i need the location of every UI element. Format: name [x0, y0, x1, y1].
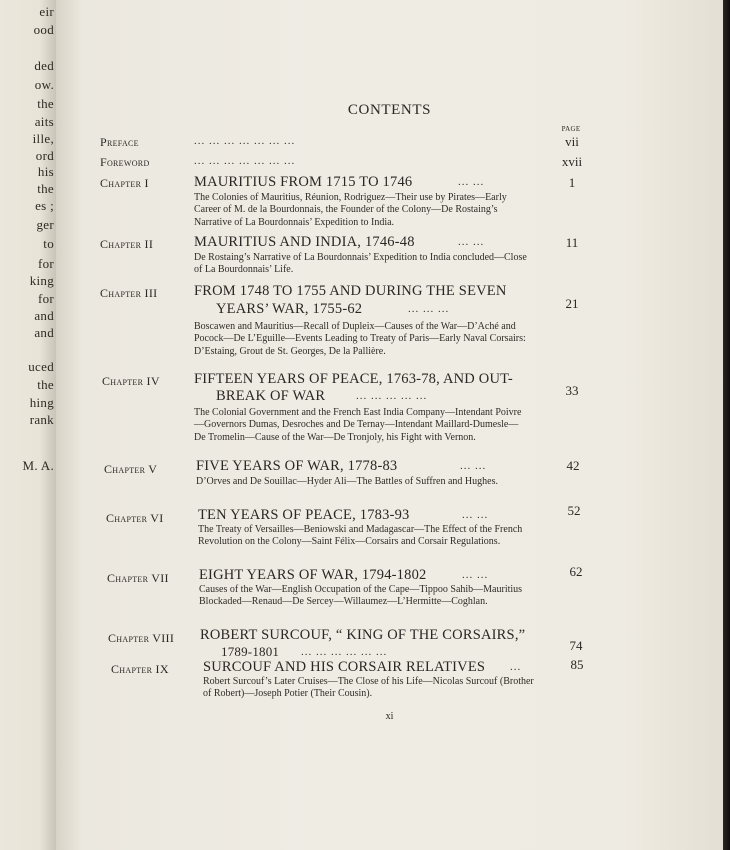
left-page-fragment: king [29, 273, 54, 288]
left-page-fragment: the [37, 377, 54, 392]
chapter-title: SURCOUF AND HIS CORSAIR RELATIVES [203, 659, 486, 675]
chapter-title: MAURITIUS FROM 1715 TO 1746 [194, 174, 413, 190]
left-page-fragment: rank [29, 412, 54, 427]
chapter-title-continued: BREAK OF WAR [216, 388, 326, 404]
page-number: 1 [568, 175, 576, 190]
page-folio: xi [385, 711, 394, 722]
chapter-summary: Boscawen and Mauritius—Recall of Dupleix—Causes of the War—D’Aché and Pocock—De L’Eguille—Events Leading to Treaty of Paris—Early Naval Corsairs: D’Estaing, Grout de St. Georges, De la Pallière. [194, 321, 526, 357]
left-page-fragment: the [37, 181, 54, 196]
leader-dots: ... ... [458, 236, 485, 248]
chapter-summary: The Treaty of Versailles—Beniowski and Madagascar—The Effect of the French Revolution on the Colony—Saint Félix—Corsairs and Corsair Regulations. [198, 524, 523, 548]
chapter-title: TEN YEARS OF PEACE, 1783-93 [198, 507, 410, 523]
entry-label: Chapter IV [102, 374, 160, 388]
entry-label: Preface [100, 135, 139, 149]
left-page-fragment: hing [29, 395, 54, 410]
page-number: 74 [569, 638, 583, 653]
left-page-fragment: aits [34, 114, 54, 129]
leader-dots: ... ... [462, 509, 489, 521]
entry-label: Chapter IX [111, 662, 169, 676]
leader-dots: ... [510, 661, 522, 673]
book-edge-shadow [723, 0, 730, 850]
leader-dots: ... ... ... ... ... ... [301, 646, 388, 658]
left-page-fragment: ord [35, 148, 54, 163]
chapter-title: FIVE YEARS OF WAR, 1778-83 [196, 458, 398, 474]
chapter-title: EIGHT YEARS OF WAR, 1794-1802 [199, 567, 427, 583]
left-page-fragment: M. A. [22, 458, 54, 473]
chapter-summary: De Rostaing’s Narrative of La Bourdonnais’ Expedition to India concluded—Close of La Bourdonnais’ Life. [194, 252, 527, 276]
left-page-fragment: to [43, 236, 54, 251]
chapter-title-continued: 1789-1801 [221, 644, 280, 659]
left-page-fragment: es ; [35, 198, 54, 213]
chapter-summary: Robert Surcouf’s Later Cruises—The Close of his Life—Nicolas Surcouf (Brother of Robert)—Joseph Potier (Their Cousin). [203, 676, 534, 700]
left-page-fragment: uced [28, 359, 54, 374]
entry-label: Chapter VI [106, 511, 164, 525]
left-page-edge [0, 0, 56, 850]
chapter-summary: D’Orves and De Souillac—Hyder Ali—The Battles of Suffren and Hughes. [196, 476, 498, 487]
leader-dots: ... ... ... [408, 303, 450, 315]
chapter-summary: Causes of the War—English Occupation of the Cape—Tippoo Sahib—Mauritius Blockaded—Renaud—De Sercey—Willaumez—L’Hermitte—Coghlan. [199, 584, 523, 608]
leader-dots: ... ... [458, 176, 485, 188]
left-page-fragment: the [37, 96, 54, 111]
chapter-title-continued: YEARS’ WAR, 1755-62 [216, 301, 363, 317]
entry-label: Chapter II [100, 237, 154, 251]
page-title: CONTENTS [347, 102, 432, 118]
left-page-fragment: ded [34, 58, 54, 73]
left-page-fragment: ood [33, 22, 54, 37]
chapter-title: FROM 1748 TO 1755 AND DURING THE SEVEN [194, 283, 507, 299]
page-column-heading: PAGE [561, 125, 581, 133]
page-number: 85 [570, 657, 584, 672]
left-page-fragment: and [34, 308, 54, 323]
page-number: 21 [565, 296, 579, 311]
chapter-title: ROBERT SURCOUF, “ KING OF THE CORSAIRS,” [200, 627, 526, 643]
page-number: 52 [567, 503, 581, 518]
leader-dots: ... ... ... ... ... ... ... [194, 135, 296, 147]
left-page-fragment: for [37, 256, 54, 271]
entry-label: Foreword [100, 155, 150, 169]
chapter-summary: The Colonies of Mauritius, Réunion, Rodriguez—Their use by Pirates—Early Career of M. de la Bourdonnais, the Founder of the Colony—De Rostaing’s Narrative of La Bourdonnais’ Expedition to India. [194, 192, 507, 228]
left-page-fragment: ille, [32, 131, 54, 146]
left-page-fragment: for [37, 291, 54, 306]
left-page-fragment: ger [36, 217, 54, 232]
left-page-fragment: eir [39, 4, 54, 19]
entry-label: Chapter VII [107, 571, 169, 585]
leader-dots: ... ... ... ... ... [356, 390, 428, 402]
entry-label: Chapter VIII [108, 631, 175, 645]
chapter-title: MAURITIUS AND INDIA, 1746-48 [194, 234, 415, 250]
leader-dots: ... ... [460, 460, 487, 472]
left-page-fragment: his [37, 164, 54, 179]
left-page-fragment: ow. [34, 77, 54, 92]
entry-label: Chapter III [100, 286, 158, 300]
leader-dots: ... ... ... ... ... ... ... [194, 155, 296, 167]
left-page-fragment: and [34, 325, 54, 340]
leader-dots: ... ... [462, 569, 489, 581]
page-number: xvii [561, 154, 583, 169]
entry-label: Chapter I [100, 176, 149, 190]
page-number: 33 [565, 383, 579, 398]
contents-page [56, 0, 723, 850]
page-number: 11 [565, 235, 579, 250]
page-number: vii [565, 134, 579, 149]
chapter-title: FIFTEEN YEARS OF PEACE, 1763-78, AND OUT- [194, 371, 513, 387]
page-number: 62 [569, 564, 583, 579]
page-number: 42 [566, 458, 580, 473]
entry-label: Chapter V [104, 462, 158, 476]
chapter-summary: The Colonial Government and the French East India Company—Intendant Poivre—Governors Dumas, Desroches and De Ternay—Intendant Maillard-Dumesle—De Tromelin—Cause of the War—De Tronjoly, his Fight with Vernon. [194, 407, 522, 443]
